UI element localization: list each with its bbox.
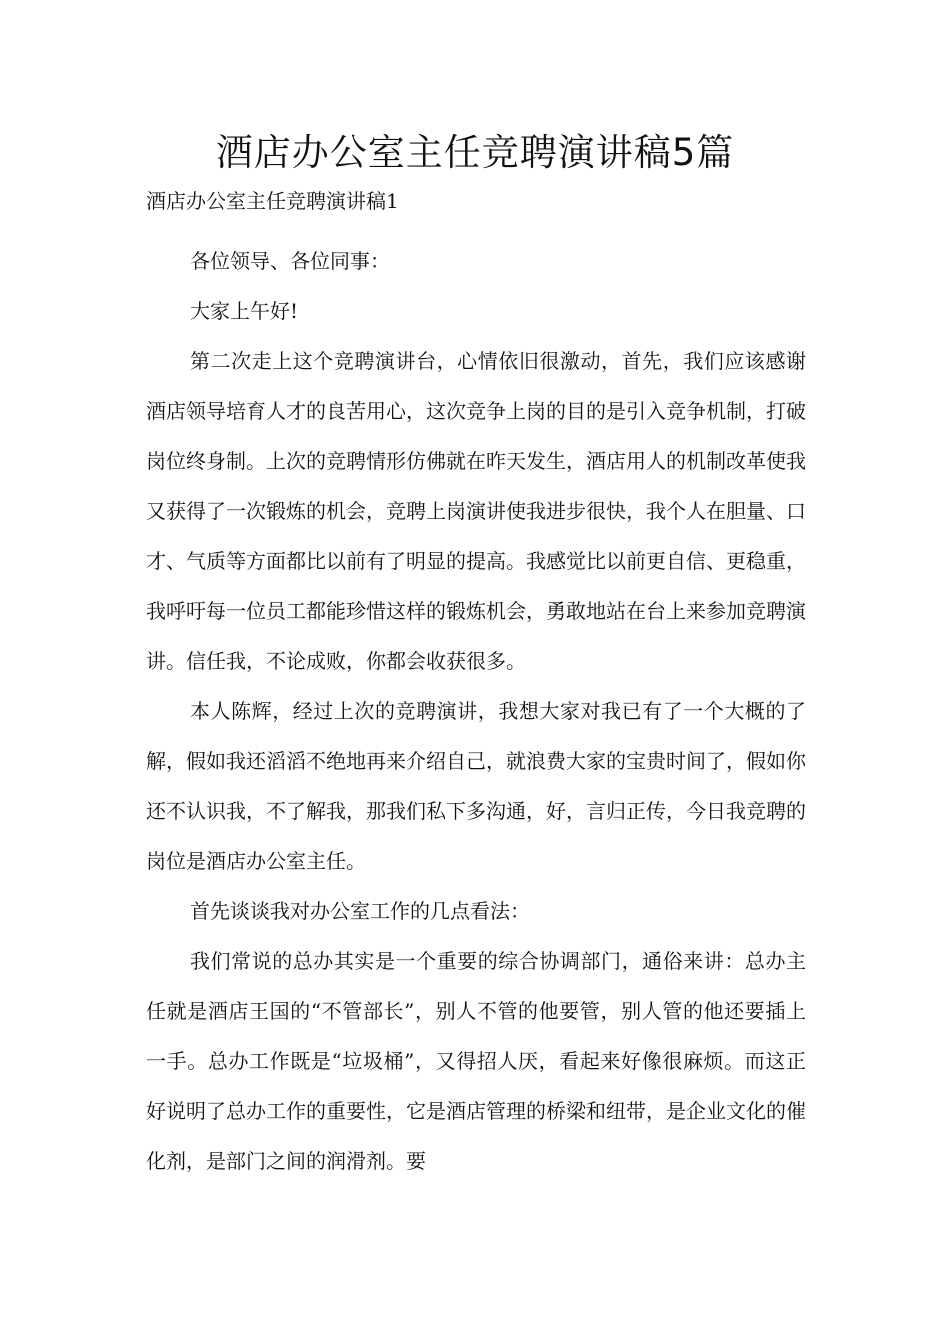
paragraph: 本人陈辉，经过上次的竞聘演讲，我想大家对我已有了一个大概的了解，假如我还滔滔不绝地再来介绍自己，就浪费大家的宝贵时间了，假如你还不认识我，不了解我，那我们私下多沟通，好，言归正传，今日我竞聘的岗位是酒店办公室主任。 bbox=[146, 699, 806, 873]
document-title: 酒店办公室主任竞聘演讲稿5篇 bbox=[215, 131, 735, 174]
paragraph-salutation: 大家上午好! bbox=[190, 299, 299, 323]
paragraph: 首先谈谈我对办公室工作的几点看法： bbox=[190, 899, 530, 923]
paragraph-greeting: 各位领导、各位同事： bbox=[190, 249, 390, 273]
paragraph: 第二次走上这个竞聘演讲台，心情依旧很激动，首先，我们应该感谢酒店领导培育人才的良苦用心，这次竞争上岗的目的是引入竞争机制，打破岗位终身制。上次的竞聘情形仿佛就在昨天发生，酒店用人的机制改革使我又获得了一次锻炼的机会，竞聘上岗演讲使我进步很快，我个人在胆量、口才、气质等方面都比以前有了明显的提高。我感觉比以前更自信、更稳重，我呼吁每一位员工都能珍惜这样的锻炼机会，勇敢地站在台上来参加竞聘演讲。信任我，不论成败，你都会收获很多。 bbox=[146, 349, 806, 673]
section-heading: 酒店办公室主任竞聘演讲稿1 bbox=[146, 189, 399, 213]
paragraph: 我们常说的总办其实是一个重要的综合协调部门，通俗来讲：总办主任就是酒店王国的“不管部长”，别人不管的他要管，别人管的他还要插上一手。总办工作既是“垃圾桶”，又得招人厌，看起来好像很麻烦。而这正好说明了总办工作的重要性，它是酒店管理的桥梁和纽带，是企业文化的催化剂，是部门之间的润滑剂。要 bbox=[146, 949, 806, 1173]
document-body bbox=[146, 236, 806, 1186]
